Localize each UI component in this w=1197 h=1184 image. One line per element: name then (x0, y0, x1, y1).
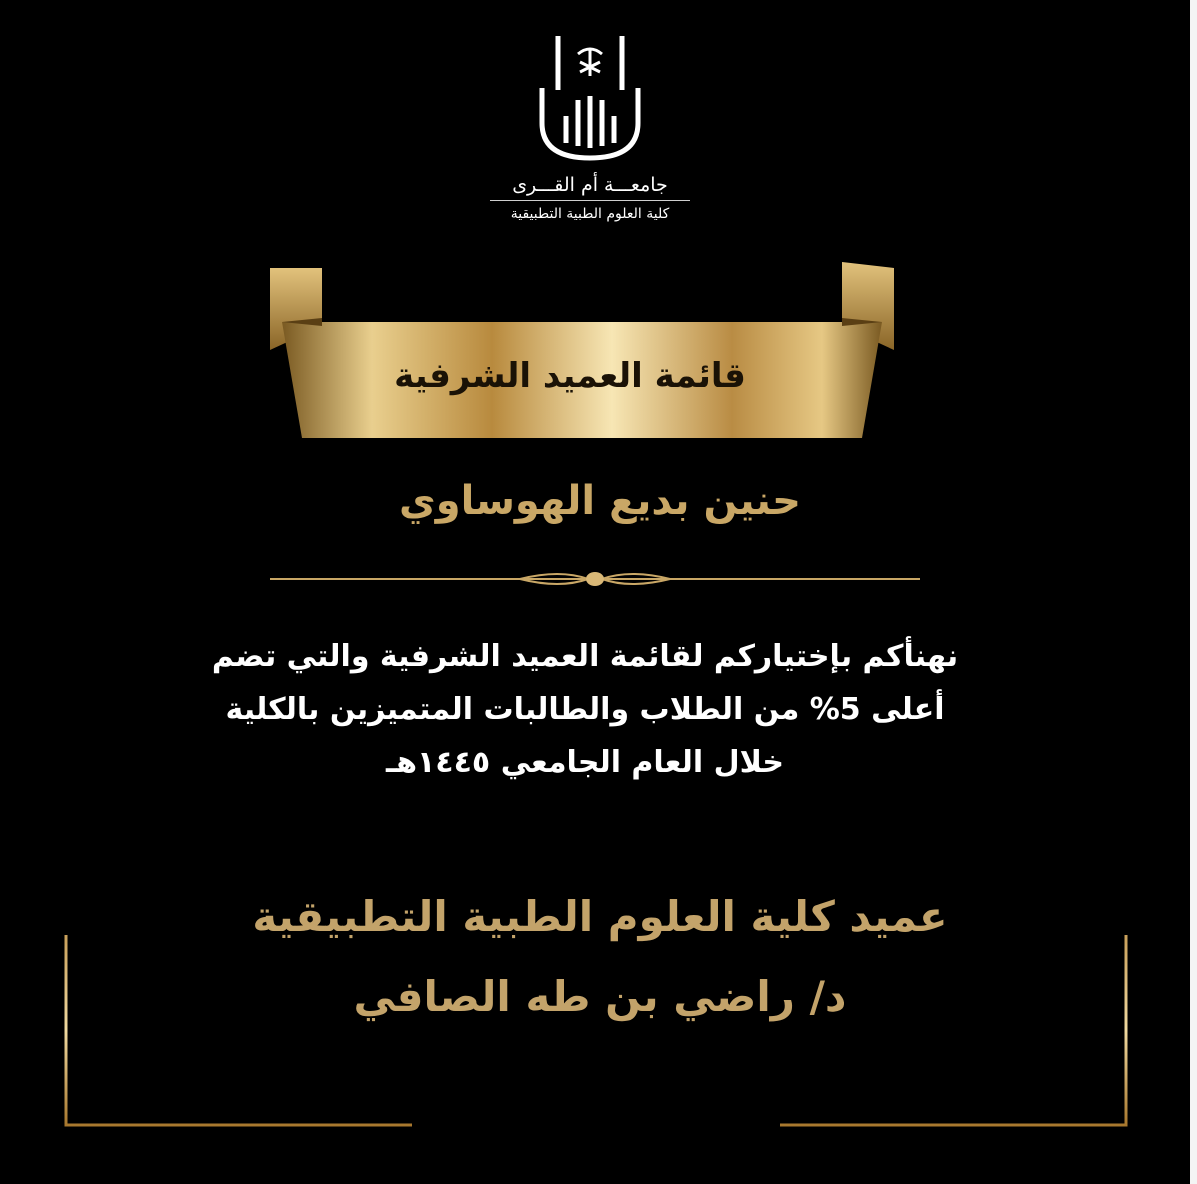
message-line: أعلى 5% من الطلاب والطالبات المتميزين بالكلية (225, 692, 945, 727)
logo-divider (490, 200, 690, 201)
dean-name: د/ راضي بن طه الصافي (353, 972, 847, 1021)
honoree-name: حنين بديع الهوساوي (399, 478, 801, 524)
message-line: خلال العام الجامعي ١٤٤٥هـ (385, 745, 785, 780)
message-line: نهنأكم بإختياركم لقائمة العميد الشرفية والتي تضم (211, 639, 959, 674)
ribbon-title: قائمة العميد الشرفية (394, 356, 746, 396)
congratulation-message (150, 630, 1020, 789)
college-name: كلية العلوم الطبية التطبيقية (510, 206, 670, 222)
page-edge (1190, 0, 1197, 1184)
gold-ribbon (262, 258, 902, 448)
university-emblem-icon (490, 28, 690, 168)
university-logo (490, 28, 710, 238)
dean-title: عميد كلية العلوم الطبية التطبيقية (252, 892, 948, 941)
university-name: جامعـــة أم القـــرى (512, 174, 668, 196)
ornamental-divider (270, 564, 920, 594)
